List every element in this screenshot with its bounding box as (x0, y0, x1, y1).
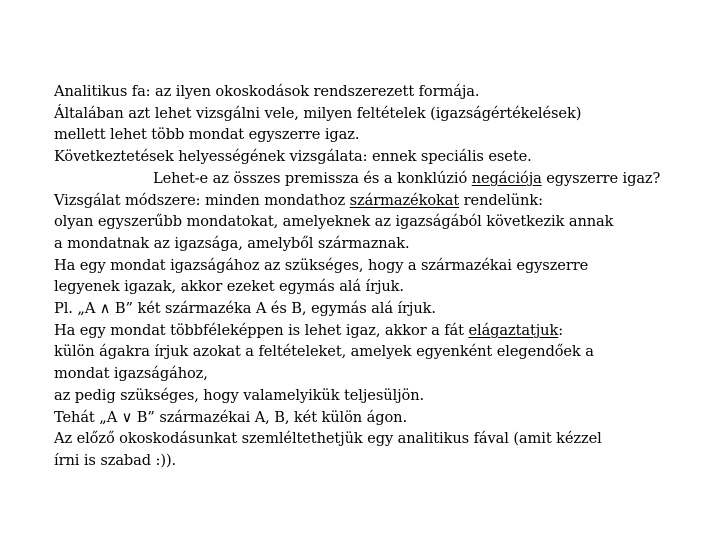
text-line: Analitikus fa: az ilyen okoskodások rendszerezett formája. (54, 83, 480, 100)
text-segment: Lehet-e az összes premissza és a konklúzió (153, 169, 472, 187)
text-line-indented (54, 168, 694, 190)
underlined-term-elagaztatjuk: elágaztatjuk (468, 321, 559, 339)
text-segment: Ha egy mondat többféleképpen is lehet igaz, akkor a fát (54, 321, 469, 339)
text-line: legyenek igazak, akkor ezeket egymás alá írjuk. (54, 278, 404, 296)
text-segment: rendelünk: (459, 191, 543, 209)
text-line: írni is szabad :)). (54, 451, 177, 469)
text-segment: egyszerre igaz? (541, 169, 661, 187)
text-line: mellett lehet több mondat egyszerre igaz. (54, 126, 360, 144)
text-line: az pedig szükséges, hogy valamelyikük teljesüljön. (54, 386, 425, 404)
text-line: Tehát „A ∨ B” származékai A, B, két külön ágon. (54, 408, 407, 426)
text-line: Következtetések helyességének vizsgálata: ennek speciális esete. (54, 148, 532, 166)
text-segment: Vizsgálat módszere: minden mondathoz (54, 191, 350, 209)
text-line: Pl. „A ∧ B” két származéka A és B, egymás alá írjuk. (54, 300, 436, 318)
text-line: Ha egy mondat igazságához az szükséges, hogy a származékai egyszerre (54, 256, 589, 274)
text-line (54, 190, 694, 212)
text-segment: : (558, 321, 564, 339)
text-line: a mondatnak az igazsága, amelyből származnak. (54, 234, 410, 252)
slide-body-text (54, 81, 694, 472)
text-line: Általában azt lehet vizsgálni vele, milyen feltételek (igazságértékelések) (54, 104, 582, 122)
underlined-term-szarmazekokat: származékokat (349, 191, 460, 209)
text-line (54, 320, 694, 342)
text-line: külön ágakra írjuk azokat a feltételeket, amelyek egyenként elegendőek a (54, 343, 594, 361)
text-line: Az előző okoskodásunkat szemléltethetjük egy analitikus fával (amit kézzel (54, 430, 602, 448)
text-line: olyan egyszerűbb mondatokat, amelyeknek az igazságából következik annak (54, 213, 614, 231)
underlined-term-negacioja: negációja (471, 169, 542, 187)
text-line: mondat igazságához, (54, 365, 208, 383)
